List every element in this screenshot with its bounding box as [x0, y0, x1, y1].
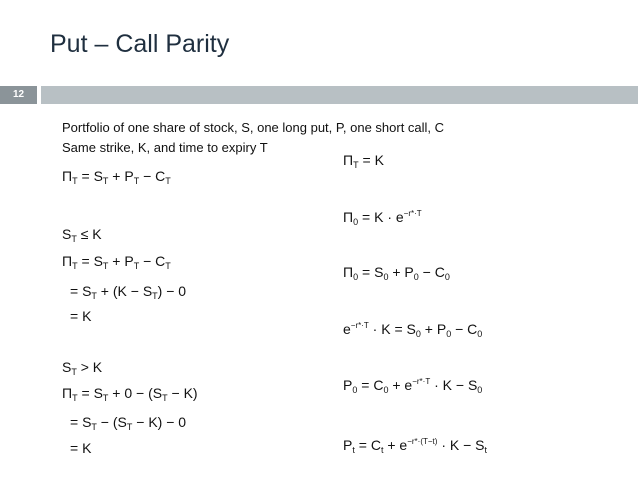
slide-number: 12 — [12, 89, 25, 100]
left-eq-8: = $S_T - (S_T - K) - 0$ — [70, 414, 187, 432]
slide-title: Put – Call Parity — [50, 30, 230, 58]
right-eq-6: $P_t = C_t + e^{-r*\cdot(T-t)} \cdot K - S_t$ — [343, 437, 488, 455]
left-eq-1: $\Pi_T = S_T + P_T - C_T$ — [62, 168, 171, 186]
left-eq-9: = K — [70, 440, 92, 456]
left-eq-7: $\Pi_T = S_T + 0 - (S_T - K)$ — [62, 385, 198, 403]
right-eq-4: $e^{-r*\cdot T} \cdot K = S_0 + P_0 - C_0$ — [343, 321, 483, 339]
intro-line-1: Portfolio of one share of stock, S, one long put, P, one short call, C — [62, 120, 445, 135]
left-eq-2: $S_T \le K$ — [62, 226, 102, 244]
left-eq-6: $S_T > K$ — [62, 359, 103, 377]
right-eq-1: $\Pi_T = K$ — [343, 152, 384, 170]
left-eq-4: = $S_T + (K - S_T) - 0$ — [70, 283, 187, 301]
right-eq-2: $\Pi_0 = K \cdot e^{-r*\cdot T}$ — [343, 209, 422, 227]
left-eq-3: $\Pi_T = S_T + P_T - C_T$ — [62, 253, 171, 271]
left-eq-5: = K — [70, 308, 92, 324]
right-eq-5: $P_0 = C_0 + e^{-r*\cdot T} \cdot K - S_0$ — [343, 377, 483, 395]
intro-line-2: Same strike, K, and time to expiry T — [62, 140, 268, 155]
right-eq-3: $\Pi_0 = S_0 + P_0 - C_0$ — [343, 264, 450, 282]
title-rule-bar — [41, 86, 638, 104]
intro-text — [62, 118, 444, 158]
